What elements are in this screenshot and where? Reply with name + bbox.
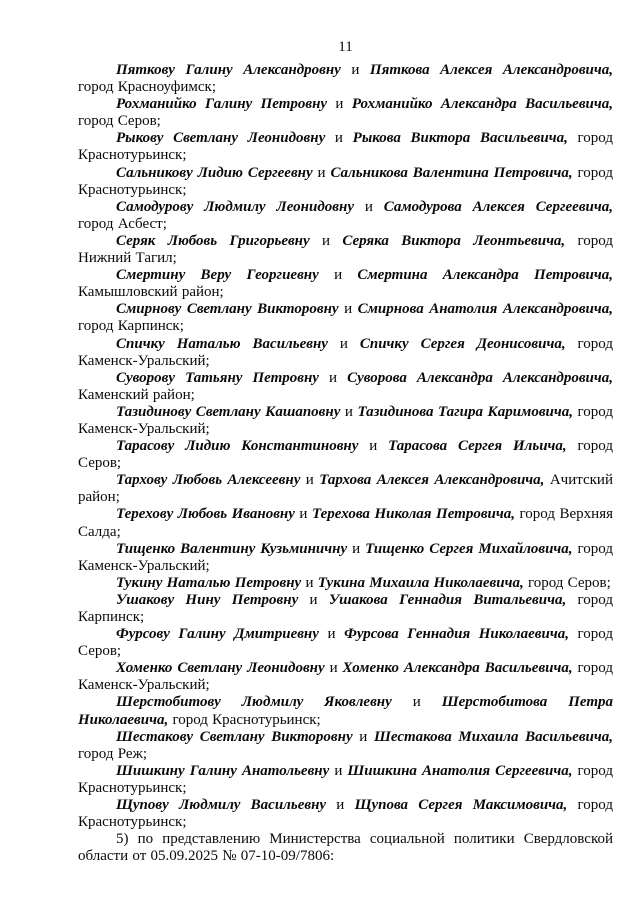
- recipient-name: Шишкину Галину Анатольевну: [116, 762, 330, 779]
- entry-paragraph: Щупову Людмилу Васильевну и Щупова Сергея Максимовича, город Краснотурьинск;: [78, 797, 614, 831]
- spouse-name: Смертина Александра Петровича,: [357, 267, 613, 284]
- entry-paragraph: Ушакову Нину Петровну и Ушакова Геннадия Витальевича, город Карпинск;: [78, 591, 614, 625]
- spouse-name: Хоменко Александра Васильевича,: [342, 660, 573, 677]
- spouse-name: Ушакова Геннадия Витальевича,: [328, 591, 567, 608]
- entry-paragraph: Шестакову Светлану Викторовну и Шестакова Михаила Васильевича, город Реж;: [78, 728, 613, 762]
- recipient-name: Тищенко Валентину Кузьминичну: [116, 540, 348, 557]
- spouse-name: Сальникова Валентина Петровича,: [330, 164, 573, 181]
- spouse-name: Терехова Николая Петровича,: [311, 506, 516, 523]
- recipient-name: Тархову Любовь Алексеевну: [116, 472, 301, 489]
- recipient-name: Сальникову Лидию Сергеевну: [116, 164, 313, 181]
- entry-paragraph: Фурсову Галину Дмитриевну и Фурсова Геннадия Николаевича, город Серов;: [78, 626, 613, 660]
- spouse-name: Тархова Алексея Александровича,: [319, 472, 545, 489]
- spouse-name: Пяткова Алексея Александровича,: [369, 62, 613, 78]
- recipient-name: Тазидинову Светлану Кашаповну: [116, 403, 341, 420]
- recipient-name: Терехову Любовь Ивановну: [116, 506, 295, 523]
- closing-paragraph-text: 5) по представлению Министерства социальной политики Свердловской области от 05.09.2025 № 07-10-09/7806:: [78, 831, 613, 865]
- entry-paragraph: Тарасову Лидию Константиновну и Тарасова Сергея Ильича, город Серов;: [78, 438, 614, 472]
- closing-paragraph: [78, 831, 613, 865]
- spouse-name: Шишкина Анатолия Сергеевича,: [347, 762, 573, 779]
- entry-paragraph: Рохманийко Галину Петровну и Рохманийко Александра Васильевича, город Серов;: [78, 96, 614, 130]
- recipient-name: Рохманийко Галину Петровну: [116, 96, 328, 113]
- recipient-name: Тукину Наталью Петровну: [116, 574, 302, 591]
- entry-paragraph: Тукину Наталью Петровну и Тукина Михаила Николаевича, город Серов;: [116, 574, 611, 591]
- entry-paragraph: Тищенко Валентину Кузьминичну и Тищенко Сергея Михайловича, город Каменск-Уральский;: [78, 540, 614, 574]
- entry-paragraph: Смертину Веру Георгиевну и Смертина Александра Петровича, Камышловский район;: [78, 267, 613, 301]
- recipient-name: Смирнову Светлану Викторовну: [116, 301, 339, 318]
- recipient-name: Тарасову Лидию Константиновну: [116, 438, 359, 455]
- entry-paragraph: Сальникову Лидию Сергеевну и Сальникова Валентина Петровича, город Краснотурьинск;: [78, 164, 613, 198]
- entry-paragraph: Рыкову Светлану Леонидовну и Рыкова Виктора Васильевича, город Краснотурьинск;: [78, 130, 614, 164]
- recipient-name: Суворову Татьяну Петровну: [116, 369, 319, 386]
- spouse-name: Рыкова Виктора Васильевича,: [352, 130, 568, 147]
- entry-paragraph: Шишкину Галину Анатольевну и Шишкина Анатолия Сергеевича, город Краснотурьинск;: [78, 762, 614, 796]
- spouse-name: Шестакова Михаила Васильевича,: [373, 728, 613, 745]
- entry-paragraph: Самодурову Людмилу Леонидовну и Самодурова Алексея Сергеевича, город Асбест;: [78, 198, 613, 232]
- spouse-name: Суворова Александра Александровича,: [347, 369, 614, 386]
- spouse-name: Тазидинова Тагира Каримовича,: [357, 403, 573, 420]
- spouse-name: Тукина Михаила Николаевича,: [317, 574, 524, 591]
- entry-paragraph: Смирнову Светлану Викторовну и Смирнова Анатолия Александровича, город Карпинск;: [78, 301, 614, 335]
- spouse-name: Спичку Сергея Деонисовича,: [359, 335, 566, 352]
- entry-paragraph: Пяткову Галину Александровну и Пяткова Алексея Александровича, город Красноуфимск;: [78, 62, 613, 96]
- entry-paragraph: Суворову Татьяну Петровну и Суворова Александра Александровича, Каменский район;: [78, 369, 614, 403]
- spouse-name: Смирнова Анатолия Александровича,: [357, 301, 614, 318]
- recipient-name: Шерстобитову Людмилу Яковлевну: [116, 694, 392, 711]
- recipient-name: Рыкову Светлану Леонидовну: [116, 130, 326, 147]
- spouse-name: Щупова Сергея Максимовича,: [354, 797, 568, 814]
- entries-list: [78, 62, 613, 831]
- entry-paragraph: Шерстобитову Людмилу Яковлевну и Шерстобитова Петра Николаевича, город Краснотурьинск;: [78, 694, 613, 728]
- recipient-name: Самодурову Людмилу Леонидовну: [116, 198, 354, 215]
- entry-paragraph: Хоменко Светлану Леонидовну и Хоменко Александра Васильевича, город Каменск-Уральский;: [78, 660, 614, 694]
- entry-paragraph: Серяк Любовь Григорьевну и Серяка Виктора Леонтьевича, город Нижний Тагил;: [78, 232, 613, 267]
- spouse-name: Самодурова Алексея Сергеевича,: [383, 198, 613, 215]
- entry-paragraph: Тархову Любовь Алексеевну и Тархова Алексея Александровича, Ачитский район;: [78, 472, 613, 506]
- recipient-name: Шестакову Светлану Викторовну: [116, 728, 353, 745]
- spouse-name: Тищенко Сергея Михайловича,: [365, 540, 573, 557]
- recipient-name: Серяк Любовь Григорьевну: [116, 232, 310, 249]
- page-number: 11: [338, 39, 353, 55]
- recipient-name: Смертину Веру Георгиевну: [116, 267, 319, 284]
- spouse-name: Серяка Виктора Леонтьевича,: [342, 232, 566, 249]
- spouse-name: Фурсова Геннадия Николаевича,: [344, 626, 569, 643]
- recipient-name: Хоменко Светлану Леонидовну: [116, 660, 325, 677]
- spouse-name: Рохманийко Александра Васильевича,: [351, 96, 614, 113]
- spouse-name: Шерстобитова Петра Николаевича,: [78, 694, 613, 728]
- recipient-name: Щупову Людмилу Васильевну: [116, 797, 327, 814]
- recipient-name: Спичку Наталью Васильевну: [116, 335, 328, 352]
- spouse-name: Тарасова Сергея Ильича,: [388, 438, 567, 455]
- recipient-name: Пяткову Галину Александровну: [116, 62, 341, 78]
- entry-paragraph: Тазидинову Светлану Кашаповну и Тазидинова Тагира Каримовича, город Каменск-Уральский;: [78, 403, 614, 437]
- entry-paragraph: Спичку Наталью Васильевну и Спичку Сергея Деонисовича, город Каменск-Уральский;: [78, 335, 613, 369]
- entry-paragraph: Терехову Любовь Ивановну и Терехова Николая Петровича, город Верхняя Салда;: [78, 506, 613, 540]
- recipient-name: Ушакову Нину Петровну: [116, 591, 299, 608]
- recipient-name: Фурсову Галину Дмитриевну: [116, 626, 319, 643]
